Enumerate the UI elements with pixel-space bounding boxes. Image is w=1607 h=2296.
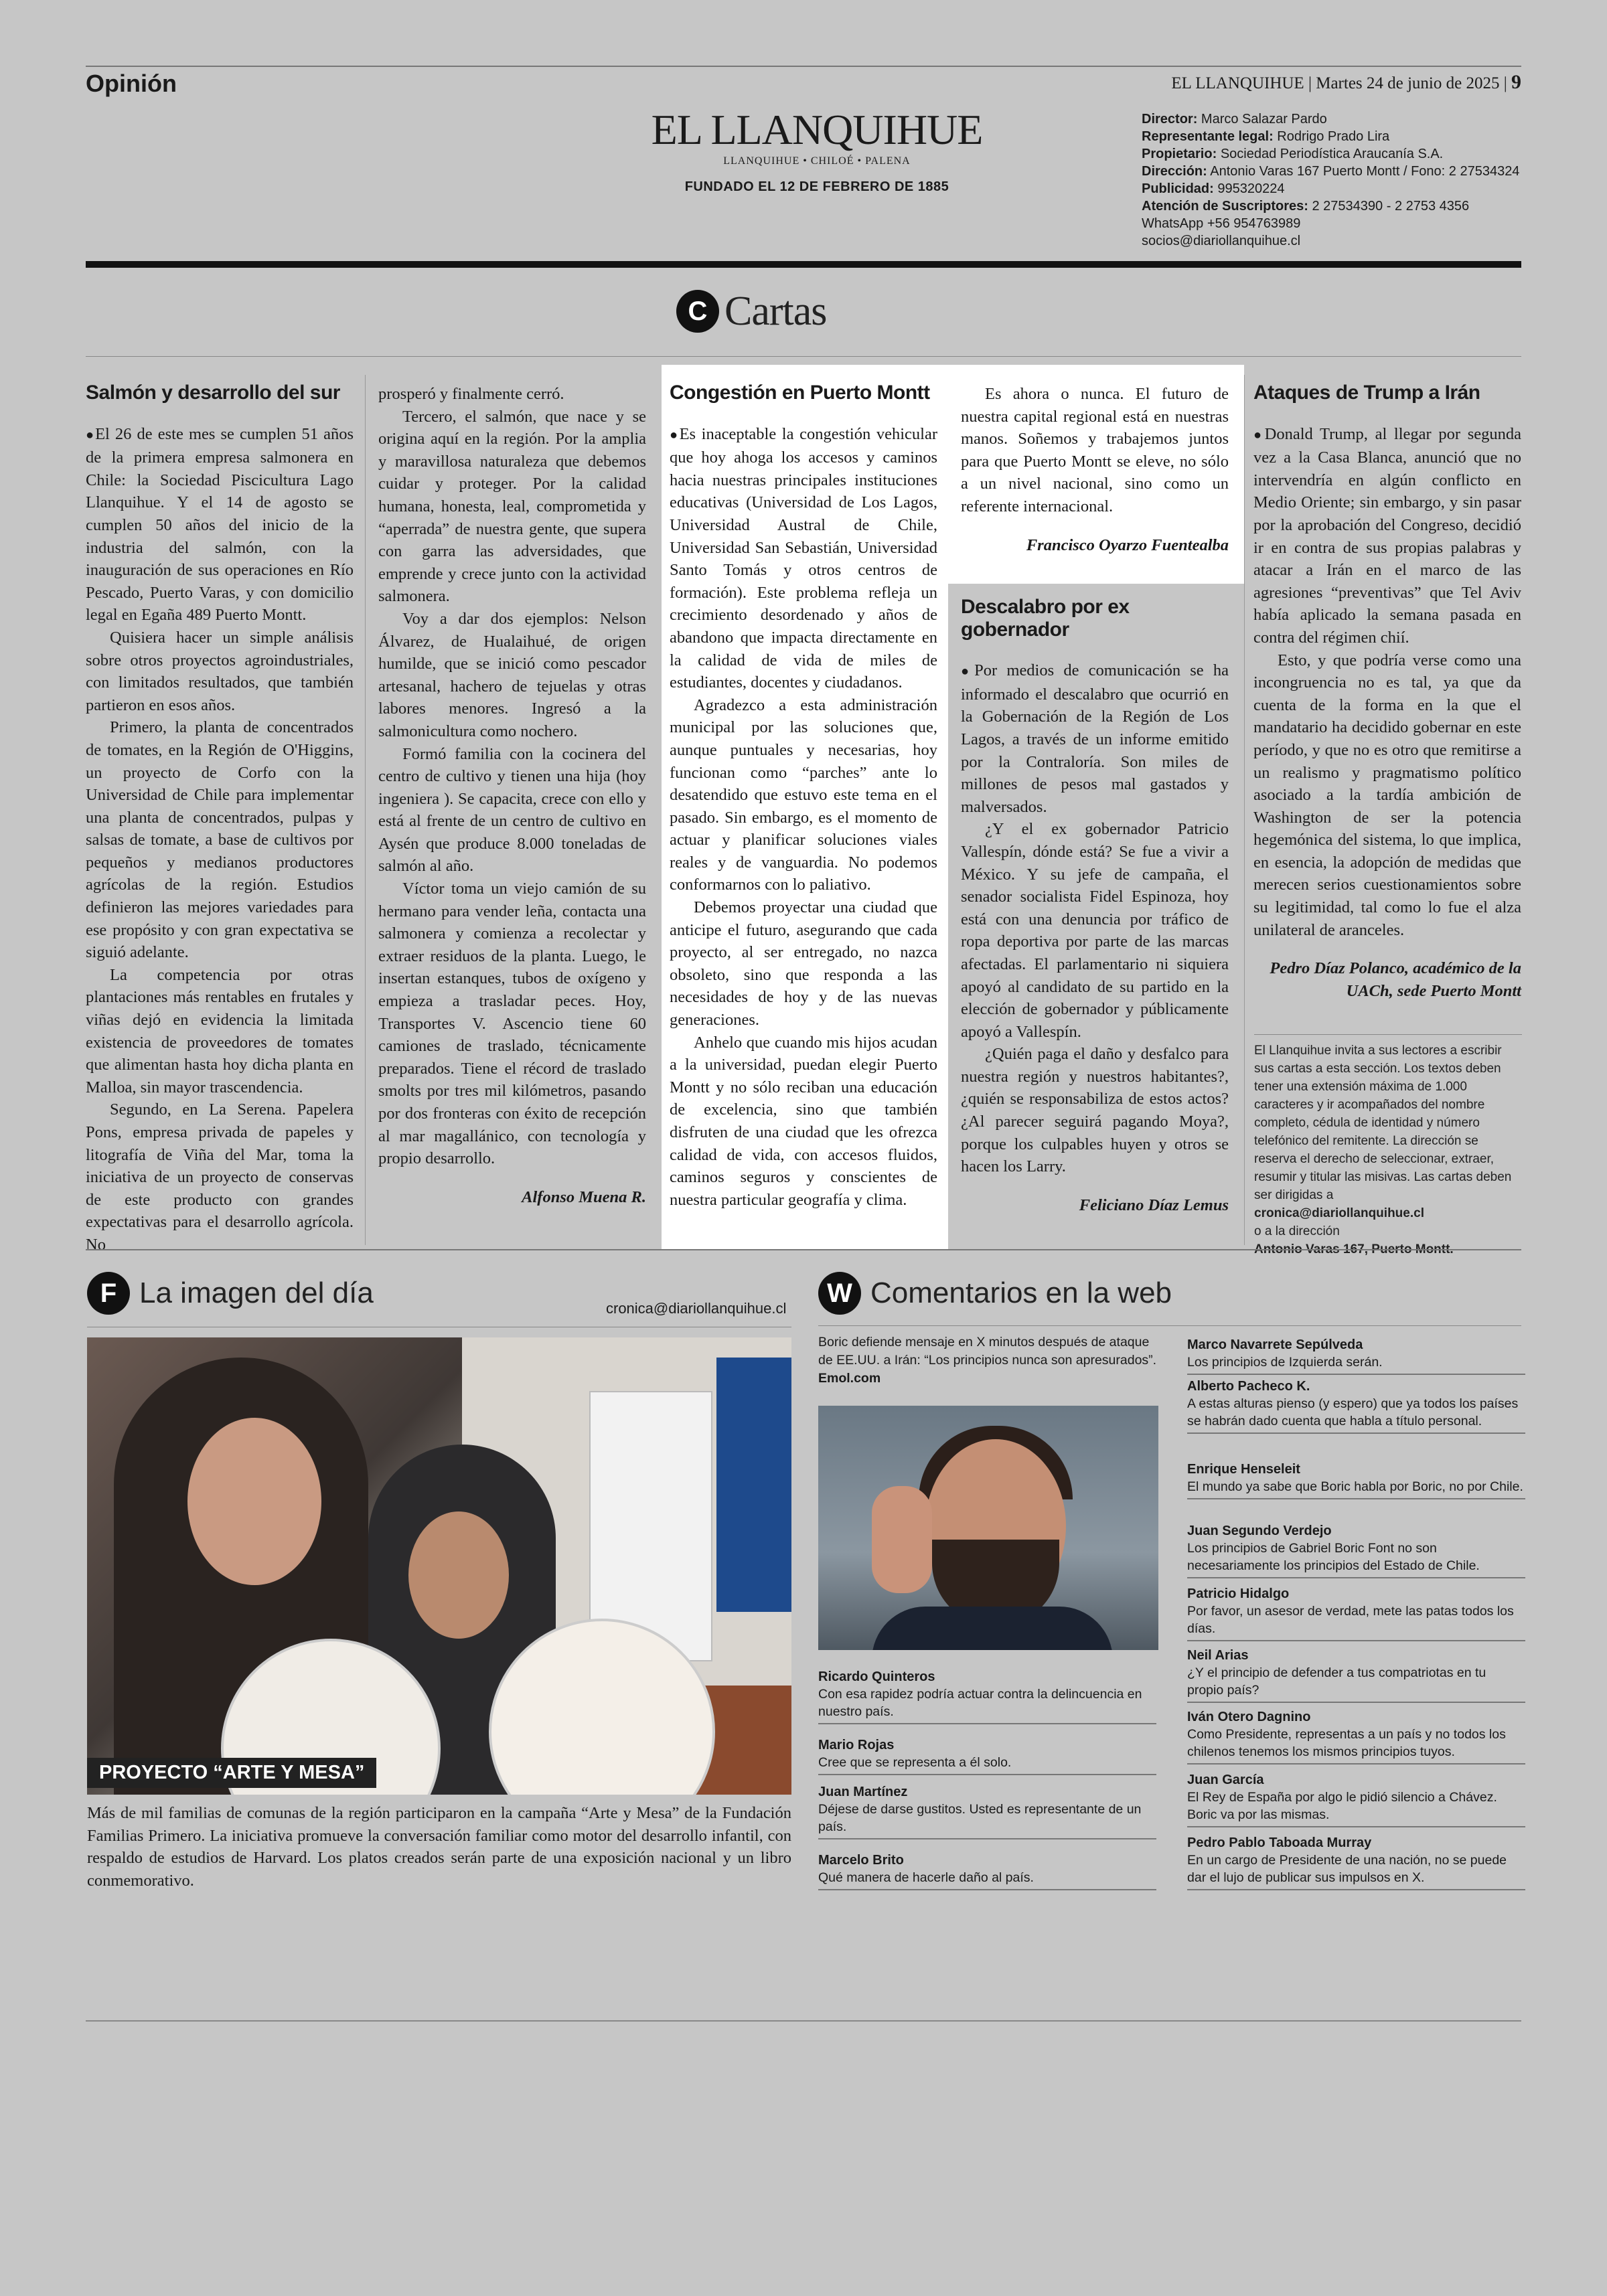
staff-line: WhatsApp +56 954763989 (1142, 216, 1301, 231)
cartas-c-icon: C (676, 290, 719, 333)
folio-date: Martes 24 de junio de 2025 (1316, 74, 1500, 92)
cartas-title: Cartas (724, 288, 827, 334)
letter-paragraph: Voy a dar dos ejemplos: Nelson Álvarez, de Hualaihué, de origen humilde, que se inició como pescador artesanal, hachero de tejuelas y otras labores menores. Ingresó a la salmonicultura como nochero. (378, 609, 646, 740)
boric-photo (818, 1406, 1158, 1650)
comentarios-w-icon: W (818, 1272, 861, 1315)
letter-paragraph: La competencia por otras plantaciones más rentables en frutales y viñas dejó en evidencia la limitada existencia de proveedores de tomates que alimentan hasta hoy dicha planta en Malloa, sin mayor trascendencia. (86, 965, 354, 1096)
comentarios-rule (818, 1325, 1521, 1326)
folio: EL LLANQUIHUE | Martes 24 de junio de 2025 | 9 (1171, 71, 1521, 93)
comment: Pedro Pablo Taboada Murray En un cargo de Presidente de una nación, no se puede dar el lujo de publicar sus impulsos en X. (1187, 1834, 1525, 1890)
imagen-photo (87, 1337, 791, 1795)
letter-title: Congestión en Puerto Montt (670, 382, 930, 404)
staff-line: Atención de Suscriptores: 2 27534390 - 2 2753 4356 (1142, 199, 1470, 214)
letter-trump (1253, 375, 1521, 1002)
letter-paragraph: Agradezco a esta administración municipal por las soluciones que, aunque puntuales y necesarias, hoy funcionan como “parches” ante lo desatendido que estuvo este tema en el pasado. Sin embargo, es el momento de actuar y planificar soluciones viales reales y de vanguardia. No podemos conformarnos con lo paliativo. (670, 695, 937, 894)
note-or: o a la dirección (1254, 1224, 1340, 1238)
comment: Juan García El Rey de España por algo le pidió silencio a Chávez. Boric va por las mismas. (1187, 1771, 1525, 1827)
intro-text: Boric defiende mensaje en X minutos después de ataque de EE.UU. a Irán: “Los principios nunca son apresurados”. (818, 1335, 1157, 1368)
comment: Patricio Hidalgo Por favor, un asesor de verdad, mete las patas todos los días. (1187, 1585, 1525, 1641)
letter-paragraph: Primero, la planta de concentrados de tomates, en la Región de O'Higgins, un proyecto de Corfo con la Universidad de Chile para implementar una planta de concentrados, pulpas y salsas de tomate, a base de cultivos por pequeños y medianos productores agrícolas de la región. Estudios definieron las mejores variedades para ese propósito y con gran expectativa se siguió adelante. (86, 718, 354, 962)
comment: Mario Rojas Cree que se representa a él solo. (818, 1736, 1156, 1775)
letter-paragraph: ● Donald Trump, al llegar por segunda vez a la Casa Blanca, anunció que no intervendría en algún conflicto en Medio Oriente; sin embargo, y sin pasar por la aprobación del Congreso, decidió ir en contra de sus propias palabras y atacar a Irán en el marco de las agresiones “preventivas” que Tel Aviv había aplicado la semana pasada en contra del régimen chií. (1253, 423, 1521, 649)
staff-line: Propietario: Sociedad Periodística Araucanía S.A. (1142, 147, 1444, 161)
girl-face (408, 1511, 509, 1639)
note-email-link[interactable]: cronica@diariollanquihue.cl (1254, 1206, 1424, 1220)
letter-paragraph: ● El 26 de este mes se cumplen 51 años de la primera empresa salmonera en Chile: la Sociedad Piscicultura Lago Llanquihue. Y el 14 de agosto se cumplen 50 años del inicio de la industria del salmón, con la inauguración de sus operaciones en Río Pescado, Puerto Varas, y con domicilio legal en Egaña 489 Puerto Montt. (86, 423, 354, 627)
comentarios-intro (818, 1333, 1166, 1388)
letter-signature: Francisco Oyarzo Fuentealba (1026, 536, 1229, 554)
letter-paragraph: Víctor toma un viejo camión de su hermano para vender leña, contacta una salmonera y comienza a recolectar y extraer residuos de la planta. Luego, le insertan estanques, tubos de oxígeno y empieza a trasladar peces. Hoy, Transportes V. Ascencio tiene 60 camiones de traslado, técnicamente preparados. Tiene el récord de traslado smolts por tres mil kilómetros, pasando por dos fronteras con éxito de recepción al mar magallánico, con tecnología y propio desarrollo. (378, 880, 646, 1168)
imagen-heading (87, 1272, 374, 1315)
staff-box (1142, 110, 1519, 250)
letter-salmon-continued (378, 383, 646, 1208)
photo-tag: PROYECTO “ARTE Y MESA” (87, 1758, 376, 1788)
folio-page: 9 (1511, 71, 1521, 93)
top-rule (86, 66, 1521, 67)
comment: Marcelo Brito Qué manera de hacerle daño al país. (818, 1852, 1156, 1890)
letter-descalabro (961, 589, 1229, 1216)
masthead-sub: LLANQUIHUE • CHILOÉ • PALENA (723, 155, 911, 167)
masthead (643, 108, 991, 195)
letter-congestion (670, 375, 937, 1211)
intro-source: Emol.com (818, 1371, 881, 1386)
imagen-f-icon: F (87, 1272, 130, 1315)
letter-paragraph: Quisiera hacer un simple análisis sobre otros proyectos agroindustriales, con limitados resultados, que también partieron en esos años. (86, 628, 354, 714)
staff-line: Dirección: Antonio Varas 167 Puerto Montt / Fono: 2 27534324 (1142, 164, 1520, 179)
letter-signature: Feliciano Díaz Lemus (1079, 1196, 1229, 1214)
letter-paragraph: ¿Quién paga el daño y desfalco para nuestra región y nuestros habitantes?, ¿quién se responsabiliza de estos actos? ¿Al parecer seguirá pagando Moya?, porque los culpables huyen y otros se hacen los Larry. (961, 1045, 1229, 1176)
letter-signature: Alfonso Muena R. (522, 1187, 646, 1206)
imagen-title: La imagen del día (139, 1277, 374, 1309)
submission-note (1254, 1034, 1522, 1258)
letter-signature: Pedro Díaz Polanco, académico de la UACh, sede Puerto Montt (1270, 959, 1521, 1000)
cartas-heading (676, 288, 826, 335)
comment: Juan Segundo Verdejo Los principios de Gabriel Boric Font no son necesariamente los principios del Estado de Chile. (1187, 1522, 1525, 1578)
letter-paragraph: Es ahora o nunca. El futuro de nuestra capital regional está en nuestras manos. Soñemos y trabajemos juntos para que Puerto Montt se eleve, no sólo a un nivel nacional, sino como un referente internacional. (961, 385, 1229, 515)
section-divider (86, 1249, 1521, 1250)
staff-line: Publicidad: 995320224 (1142, 181, 1285, 196)
photo-caption: Más de mil familias de comunas de la región participaron en la campaña “Arte y Mesa” de la Fundación Familias Primero. La iniciativa promueve la conversación familiar como motor del desarrollo infantil, con respaldo de estudios de Harvard. Los platos creados serán parte de una exposición nacional y un libro conmemorativo. (87, 1804, 791, 1890)
letter-paragraph: prosperó y finalmente cerró. (378, 385, 564, 403)
letter-paragraph: ● Es inaceptable la congestión vehicular que hoy ahoga los accesos y caminos hacia nuestras principales instituciones educativas (Universidad de Los Lagos, Universidad Austral de Chile, Universidad San Sebastián, Universidad Santo Tomás y otros centros de formación). Este problema refleja un crecimiento desordenado y años de abandono que impacta directamente en la calidad de vida de miles de estudiantes, docentes y ciudadanos. (670, 423, 937, 694)
column-divider (365, 375, 366, 1245)
footer-rule (86, 2020, 1521, 2022)
note-address: Antonio Varas 167, Puerto Montt. (1254, 1242, 1454, 1256)
letter-congestion-continued (961, 383, 1229, 556)
comment: Ricardo Quinteros Con esa rapidez podría actuar contra la delincuencia en nuestro país. (818, 1668, 1156, 1724)
staff-line: Representante legal: Rodrigo Prado Lira (1142, 129, 1390, 144)
comment: Iván Otero Dagnino Como Presidente, representas a un país y no todos los chilenos tenemos los mismos principios tuyos. (1187, 1708, 1525, 1765)
masthead-founded: FUNDADO EL 12 DE FEBRERO DE 1885 (684, 179, 949, 194)
column-divider (1244, 375, 1245, 1245)
woman-face (187, 1418, 321, 1585)
letter-title: Ataques de Trump a Irán (1253, 382, 1480, 404)
letter-salmon (86, 375, 354, 1256)
letter-paragraph: Debemos proyectar una ciudad que anticipe el futuro, asegurando que cada proyecto, al ser entregado, no nazca obsoleto, sino que responda a las necesidades de hoy y de las nuevas generaciones. (670, 898, 937, 1030)
letter-paragraph: ¿Y el ex gobernador Patricio Vallespín, dónde está? Se fue a vivir a México. Y su jefe de campaña, el senador socialista Fidel Espinoza, hoy está con una denuncia por tráfico de ropa deportiva por parte de las marcas afectadas. El parlamentario ni siquiera apoyó al candidato de su partido en la elección de gobernador y públicamente apoyó a Vallespín. (961, 820, 1229, 1041)
comment: Juan Martínez Déjese de darse gustitos. Usted es representante de un país. (818, 1783, 1156, 1839)
letter-title: Salmón y desarrollo del sur (86, 382, 340, 404)
comment: Neil Arias ¿Y el principio de defender a tus compatriotas en tu propio país? (1187, 1647, 1525, 1703)
comentarios-title: Comentarios en la web (870, 1277, 1172, 1309)
cartas-rule (86, 356, 1521, 357)
comment: Alberto Pacheco K. A estas alturas pienso (y espero) que ya todos los países se habrán dado cuenta que habla a título personal. (1187, 1378, 1525, 1434)
crate-shape (716, 1358, 791, 1612)
letter-paragraph: Tercero, el salmón, que nace y se origina aquí en la región. Por la amplia y maravillosa naturaleza que debemos cuidar y proteger. Por la calidad humana, honesta, leal, comprometida y “aperrada” de nuestra gente, que supera con garra las adversidades, que emprende y crece junto con la actividad salmonera. (378, 407, 646, 606)
comment: Enrique Henseleit El mundo ya sabe que Boric habla por Boric, no por Chile. (1187, 1461, 1525, 1499)
letter-paragraph: Segundo, en La Serena. Papelera Pons, empresa privada de papeles y litografía de Viña del Mar, toma la iniciativa de un proyecto de conservas de este producto con grandes expectativas para el desarrollo agrícola. No (86, 1100, 354, 1254)
header-divider (86, 261, 1521, 268)
letter-title: Descalabro por ex gobernador (961, 596, 1130, 641)
comment: Marco Navarrete Sepúlveda Los principios de Izquierda serán. (1187, 1336, 1525, 1375)
comentarios-heading (818, 1272, 1172, 1315)
staff-line: Director: Marco Salazar Pardo (1142, 112, 1327, 127)
letter-paragraph: Formó familia con la cocinera del centro de cultivo y tienen una hija (hoy ingeniera ). Se capacita, crece con ello y está al frente de un centro de cultivo en Aysén que produce 8.000 toneladas de salmón al año. (378, 744, 646, 876)
note-text: El Llanquihue invita a sus lectores a escribir sus cartas a esta sección. Los textos deben tener una extensión máxima de 1.000 caracteres y ir acompañados del nombre completo, cédula de identidad y número telefónico del remitente. La dirección se reserva el derecho de seleccionar, extraer, resumir y titular las misivas. Las cartas deben ser dirigidas a (1254, 1044, 1512, 1202)
imagen-email[interactable]: cronica@diariollanquihue.cl (606, 1300, 787, 1317)
letter-paragraph: ● Por medios de comunicación se ha informado el descalabro que ocurrió en la Gobernación de la Región de Los Lagos, a través de un informe emitido por la Contraloría. Son miles de millones de pesos mal gastados y malversados. (961, 659, 1229, 818)
folio-paper: EL LLANQUIHUE (1171, 74, 1304, 92)
staff-line: socios@diariollanquihue.cl (1142, 234, 1301, 248)
letter-paragraph: Anhelo que cuando mis hijos acudan a la universidad, puedan elegir Puerto Montt y no sólo reciban una educación de excelencia, sino que también disfruten de una ciudad que les ofrezca calidad de vida, con accesos fluidos, caminos seguros y conscientes de nuestra particular geografía y clima. (670, 1033, 937, 1209)
masthead-name: EL LLANQUIHUE (651, 106, 983, 153)
section-label: Opinión (86, 70, 177, 97)
letter-paragraph: Esto, y que podría verse como una incongruencia no es tal, ya que da cuenta de la forma en la que el mandatario ha decidido gobernar en este período, y que no es otro que remitirse a un realismo y pragmatismo político asociado a la tardía ambición de Washington de ser la potencia hegemónica del sistema, lo que implica, en esencia, la adopción de medidas que merecen serios cuestionamientos sobre su legitimidad, tal como lo fue el alza unilateral de aranceles. (1253, 651, 1521, 939)
